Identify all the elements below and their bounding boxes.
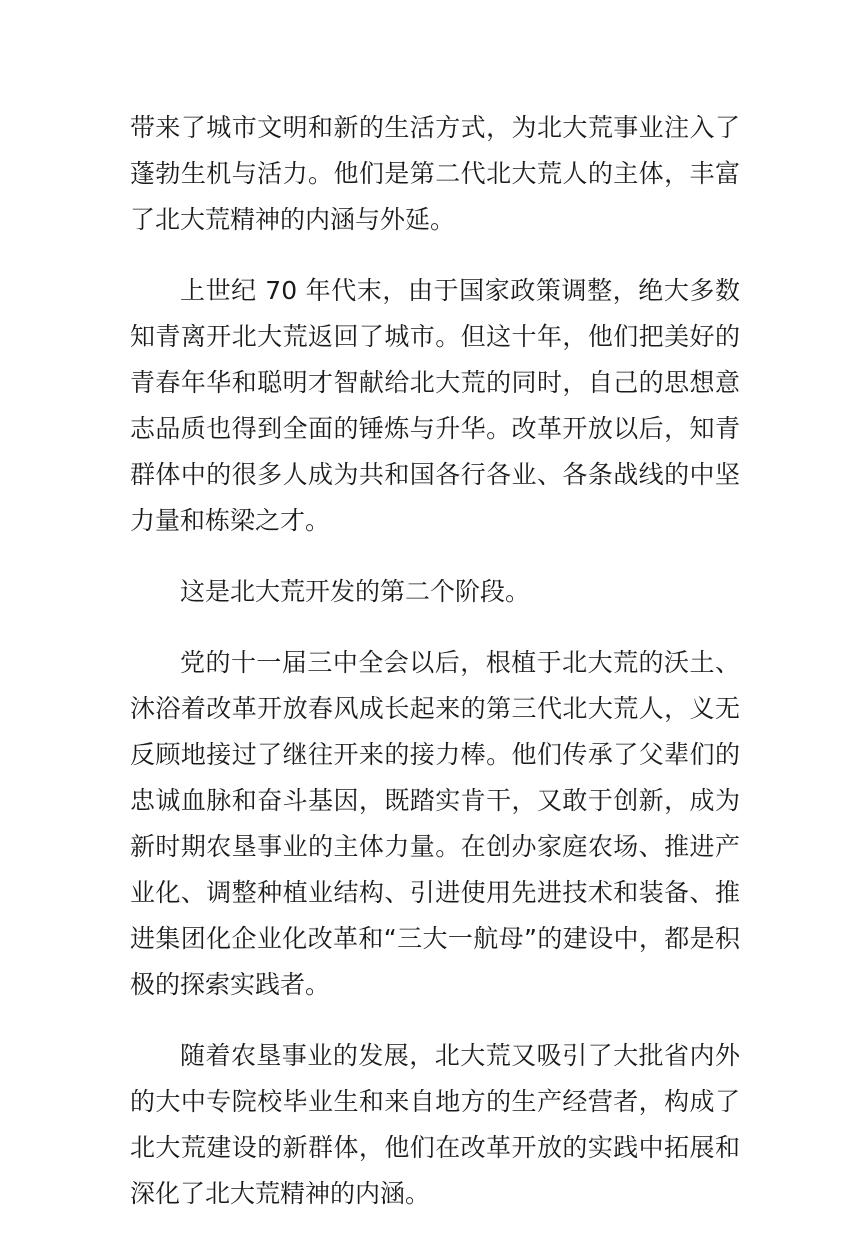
paragraph-3: 这是北大荒开发的第二个阶段。 bbox=[180, 577, 531, 606]
paragraph-1: 带来了城市文明和新的生活方式，为北大荒事业注入了蓬勃生机与活力。他们是第二代北大荒人的主体，丰富了北大荒精神的内涵与外延。 bbox=[130, 113, 740, 234]
paragraph-5: 随着农垦事业的发展，北大荒又吸引了大批省内外的大中专院校毕业生和来自地方的生产经营者，构成了北大荒建设的新群体，他们在改革开放的实践中拓展和深化了北大荒精神的内涵。 bbox=[130, 1041, 740, 1208]
paragraph-4: 党的十一届三中全会以后，根植于北大荒的沃土、沐浴着改革开放春风成长起来的第三代北大荒人，义无反顾地接过了继往开来的接力棒。他们传承了父辈们的忠诚血脉和奋斗基因，既踏实肯干，又敢于创新，成为新时期农垦事业的主体力量。在创办家庭农场、推进产业化、调整种植业结构、引进使用先进技术和装备、推进集团化企业化改革和“三大一航母”的建设中，都是积极的探索实践者。 bbox=[130, 648, 740, 999]
body-text bbox=[130, 105, 740, 1242]
paragraph-2: 上世纪 70 年代末，由于国家政策调整，绝大多数知青离开北大荒返回了城市。但这十年，他们把美好的青春年华和聪明才智献给北大荒的同时，自己的思想意志品质也得到全面的锤炼与升华。改革开放以后，知青群体中的很多人成为共和国各行各业、各条战线的中坚力量和栋梁之才。 bbox=[130, 276, 740, 535]
